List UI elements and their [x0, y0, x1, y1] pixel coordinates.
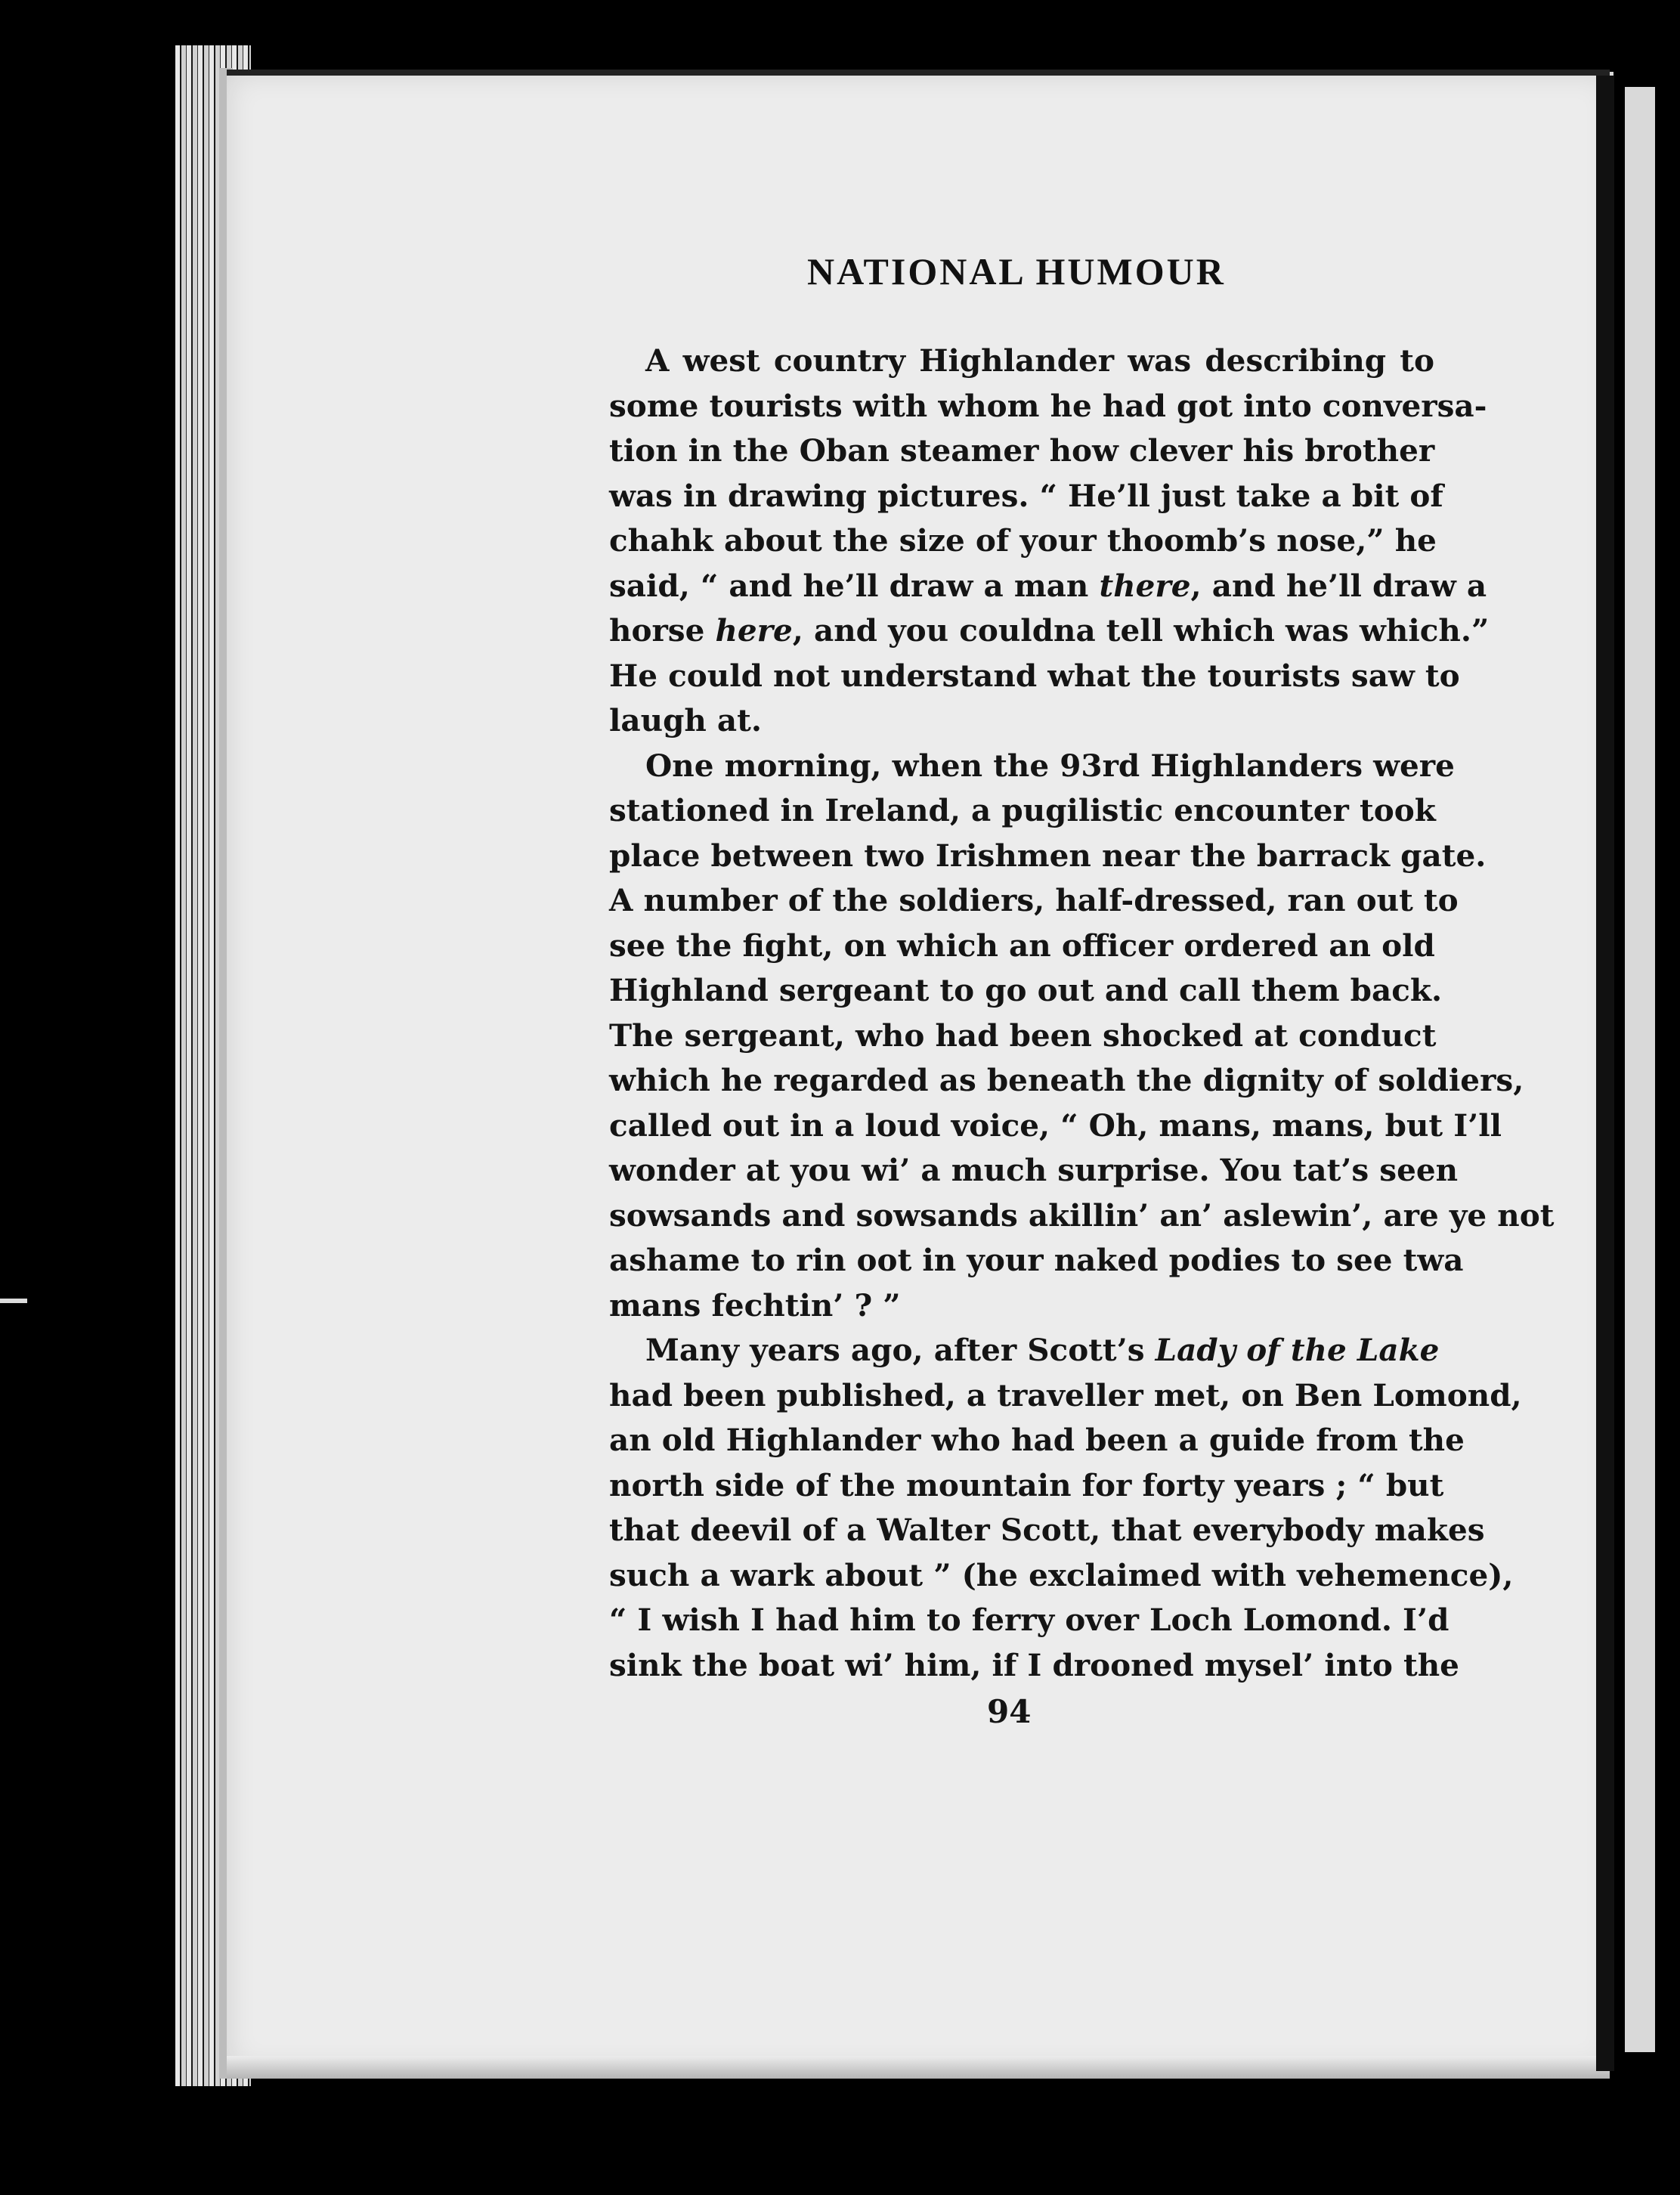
text-line: which he regarded as beneath the dignity of soldiers, [609, 1062, 1524, 1098]
paragraph-3 [609, 1328, 1522, 1688]
text-line: He could not understand what the tourists saw to [609, 657, 1460, 694]
text-line: called out in a loud voice, “ Oh, mans, mans, but I’ll [609, 1107, 1502, 1144]
text-segment: said, “ and he’ll draw a man [609, 567, 1100, 604]
text-segment: Many years ago, after Scott’s [645, 1332, 1156, 1368]
text-line: see the fight, on which an officer ordered an old [609, 927, 1435, 964]
text-line: north side of the mountain for forty years ; “ but [609, 1466, 1444, 1503]
text-line: “ I wish I had him to ferry over Loch Lomond. I’d [609, 1602, 1450, 1638]
text-line-with-emphasis [609, 564, 1487, 609]
page-number: 94 [987, 1693, 1032, 1730]
text-line: mans fechtin’ ? ” [609, 1286, 901, 1324]
running-head: NATIONAL HUMOUR [807, 250, 1226, 293]
text-line: had been published, a traveller met, on Ben Lomond, [609, 1376, 1522, 1413]
text-line: Highland sergeant to go out and call them back. [609, 972, 1443, 1008]
text-line: tion in the Oban steamer how clever his brother [609, 432, 1435, 469]
text-line: that deevil of a Walter Scott, that everybody makes [609, 1512, 1485, 1548]
text-segment: , and you couldna tell which was which.” [792, 612, 1490, 649]
text-line: stationed in Ireland, a pugilistic encounter took [609, 792, 1436, 828]
text-line-with-emphasis [609, 1328, 1440, 1373]
text-line: ashame to rin oot in your naked podies to see twa [609, 1242, 1464, 1278]
text-line: such a wark about ” (he exclaimed with vehemence), [609, 1556, 1514, 1593]
text-line: A number of the soldiers, half-dressed, ran out to [609, 882, 1459, 918]
text-line-with-emphasis [609, 608, 1490, 654]
text-line: One morning, when the 93rd Highlanders were [645, 747, 1455, 784]
text-line: an old Highlander who had been a guide from the [609, 1422, 1465, 1458]
paragraph-2 [609, 744, 1555, 1329]
opposite-page-sliver [1625, 87, 1655, 2052]
text-segment: horse [609, 612, 716, 649]
text-line: The sergeant, who had been shocked at conduct [609, 1017, 1437, 1054]
text-line: chahk about the size of your thoomb’s nose,” he [609, 522, 1437, 559]
italic-word: here [715, 612, 793, 649]
text-line: wonder at you wi’ a much surprise. You tat’s seen [609, 1152, 1459, 1188]
paragraph-1 [609, 339, 1490, 744]
text-line: place between two Irishmen near the barrack gate. [609, 837, 1487, 874]
opposite-page-edge [1596, 76, 1614, 2071]
text-line: laugh at. [609, 702, 762, 738]
text-line: sink the boat wi’ him, if I drooned mysel’ into the [609, 1646, 1459, 1683]
scan-margin-mark [0, 1299, 27, 1303]
text-line: was in drawing pictures. “ He’ll just take a bit of [609, 477, 1443, 514]
italic-word: there [1099, 567, 1191, 604]
italic-title: Lady of the Lake [1155, 1332, 1440, 1368]
text-line: sowsands and sowsands akillin’ an’ aslewin’, are ye not [609, 1197, 1555, 1234]
text-line: A west country Highlander was describing to [645, 342, 1434, 379]
text-line: some tourists with whom he had got into conversa- [609, 387, 1487, 424]
text-segment: , and he’ll draw a [1190, 567, 1487, 604]
body-text [609, 339, 1555, 1688]
page-bottom-edge [227, 2056, 1610, 2079]
page-top-edge [227, 70, 1610, 76]
